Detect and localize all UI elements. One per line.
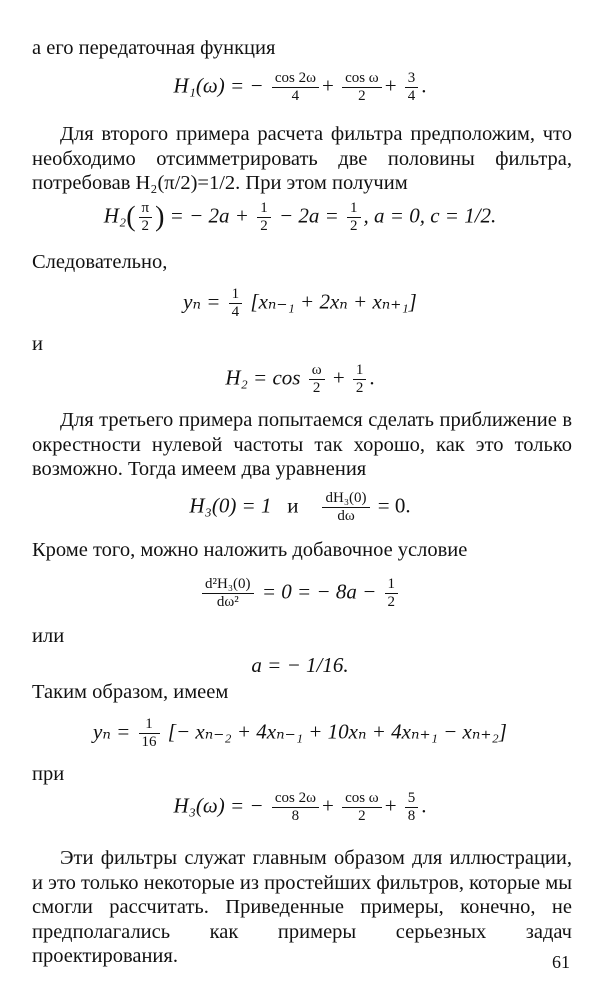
fraction: $\frac{1}{2}$: [257, 200, 271, 235]
fraction: $\frac{1}{16}$: [139, 716, 160, 751]
paragraph-intro: а его передаточная функция: [32, 37, 276, 59]
paragraph-thus: Таким образом, имеем: [32, 681, 229, 703]
formula-two-equations: H₃(0) = 1 и $\frac{\text{dH₃(0)}}{d\omega}$ = 0.: [189, 490, 411, 524]
fraction: $\frac{\text{cos ω}}{2}$: [342, 790, 382, 825]
paragraph-with: при: [32, 763, 65, 785]
paragraph-second-example: Для второго примера расчета фильтра предположим, что необходимо отсимметрировать две половины фильтра, потребовав H₂(π/2)=1/2. При этом получим: [32, 123, 572, 194]
fraction: $\frac{\text{d²H₃(0)}}{\text{dω²}}$: [202, 576, 254, 611]
fraction: $\frac{\pi}{2}$: [139, 200, 153, 235]
fraction: $\frac{1}{2}$: [385, 576, 399, 611]
paragraph-therefore: Следовательно,: [32, 251, 168, 273]
paragraph-third-example: Для третьего примера попытаемся сделать приближение в окрестности нулевой частоты так хорошо, как это только возможно. Тогда имеем два уравнения: [32, 409, 572, 480]
fraction: $\frac{\cos 2\omega}{4}$: [272, 70, 319, 105]
fraction: $\frac{\text{cos ω}}{2}$: [342, 70, 382, 105]
fraction: $\frac{5}{8}$: [405, 790, 419, 825]
fraction: $\frac{\text{dH₃(0)}}{d\omega}$: [322, 490, 369, 525]
paragraph-or: или: [32, 625, 65, 647]
paragraph-additional-condition: Кроме того, можно наложить добавочное условие: [32, 539, 468, 561]
formula-h2-symmetry: H₂( $\frac{\pi}{2}$ ) = − 2a + $\frac{1}{2}$ − 2a = $\frac{1}{2}$ , a = 0, c = 1/2.: [103, 200, 497, 234]
fraction: $\frac{\cos 2\omega}{8}$: [272, 790, 319, 825]
formula-h1: H₁(ω) = − $\frac{\cos 2\omega}{4}$ + $\frac{\text{cos ω}}{2}$ + $\frac{3}{4}$ .: [173, 70, 427, 104]
fraction: $\frac{3}{4}$: [405, 70, 419, 105]
fraction: $\frac{1}{2}$: [353, 362, 367, 397]
formula-h3: H₃(ω) = − $\frac{\cos 2\omega}{8}$ + $\frac{\text{cos ω}}{2}$ + $\frac{5}{8}$ .: [173, 790, 427, 824]
page-number: 61: [552, 952, 570, 972]
formula-yn-third: yₙ = $\frac{1}{16}$ [− xₙ₋₂ + 4xₙ₋₁ + 10xₙ + 4xₙ₊₁ − xₙ₊₂]: [93, 716, 507, 750]
fraction: $\frac{\omega}{2}$: [309, 362, 325, 397]
paragraph-and: и: [32, 333, 43, 355]
formula-second-derivative: $\frac{\text{d²H₃(0)}}{\text{dω²}}$ = 0 = − 8a − $\frac{1}{2}$: [0, 576, 600, 611]
fraction: $\frac{1}{2}$: [347, 200, 361, 235]
formula-h2: H₂ = cos $\frac{\omega}{2}$ + $\frac{1}{2}$ .: [225, 362, 375, 396]
formula-yn-second: yₙ = $\frac{1}{4}$ [xₙ₋₁ + 2xₙ + xₙ₊₁]: [183, 286, 417, 320]
fraction: $\frac{1}{4}$: [229, 286, 243, 321]
formula-a-value: a = − 1/16.: [251, 653, 349, 677]
paragraph-conclusion: Эти фильтры служат главным образом для иллюстрации, и это только некоторые из простейших фильтров, которые мы смогли рассчитать. Приведенные примеры, конечно, не предполагались как примеры серьезных задач проектирования.: [32, 847, 572, 967]
